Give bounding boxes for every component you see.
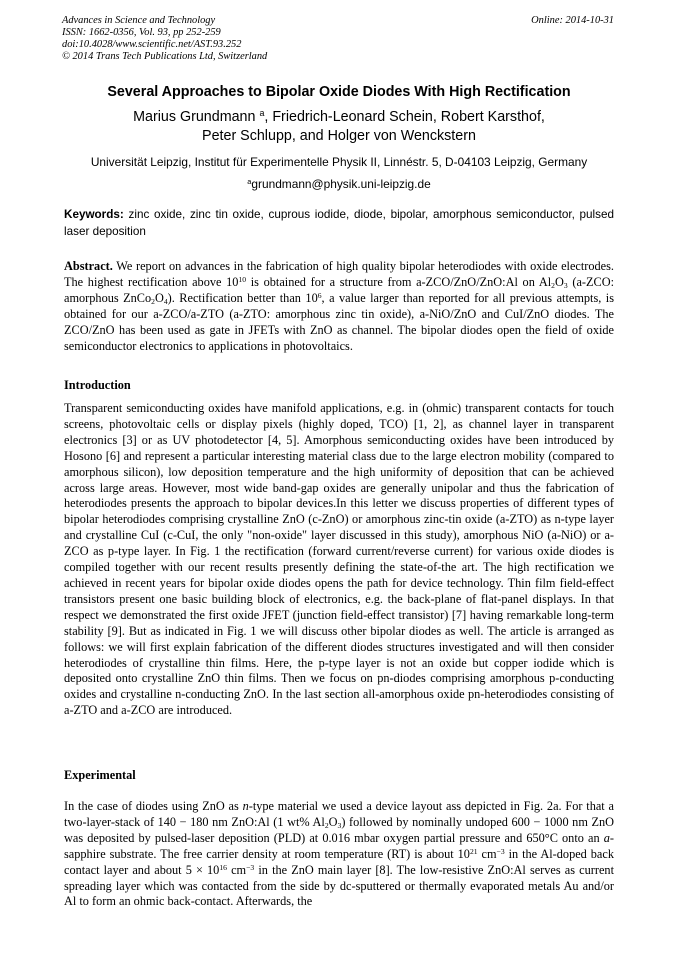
experimental-text: ) followed by nominally undoped 600 − 1000 nm ZnO was deposited by pulsed-laser deposition (PLD) at 0.016 mbar oxygen partial pressure and 650°C onto an [64, 814, 615, 845]
author-line-1 [40, 108, 638, 127]
online-date: Online: 2014-10-31 [531, 15, 614, 26]
exponent: 16 [219, 862, 227, 872]
affiliation: Universität Leipzig, Institut für Experimentelle Physik II, Linnéstr. 5, D-04103 Leipzig, Germany [90, 155, 588, 169]
keywords-text: zinc oxide, zinc tin oxide, cuprous iodide, diode, bipolar, amorphous semiconductor, pulsed laser deposition [64, 208, 614, 238]
experimental-text: cm [477, 846, 497, 861]
experimental-paragraph [64, 799, 614, 910]
experimental-text: In the case of diodes using ZnO as [64, 799, 243, 813]
exponent: 21 [469, 846, 478, 856]
section-heading-introduction: Introduction [64, 378, 131, 392]
experimental-text: O [328, 814, 338, 829]
abstract-text: (a-ZCO: amorphous ZnCo [64, 274, 615, 305]
author-list [40, 108, 638, 146]
issn-line: ISSN: 1662-0356, Vol. 93, pp 252-259 [62, 27, 221, 38]
experimental-text: -sapphire substrate. The free carrier density at room temperature (RT) is about 10 [64, 830, 614, 861]
subscript: 2 [151, 296, 155, 306]
abstract-text: O [554, 274, 564, 289]
copyright-line: © 2014 Trans Tech Publications Ltd, Switzerland [62, 51, 268, 62]
experimental-text: in the ZnO main layer [8]. The low-resistive ZnO:Al serves as current spreading layer which was contacted from the side by dc-sputtered or thermally evaporated metals Au and/or Al to form an ohmic back-contact. Afterwards, the [64, 862, 615, 909]
exponent: −3 [496, 846, 505, 856]
abstract-label: Abstract. [64, 259, 113, 273]
journal-name: Advances in Science and Technology [62, 15, 216, 26]
keywords-label: Keywords: [64, 208, 124, 221]
keywords [64, 206, 614, 240]
abstract-text: is obtained for a structure from a-ZCO/ZnO/ZnO:Al on Al [246, 274, 552, 289]
experimental-text: -type material we used a device layout ass depicted in Fig. 2a. For that a two-layer-stack of 140 − 180 nm ZnO:Al (1 wt% Al [64, 799, 614, 829]
email-line [30, 177, 648, 192]
experimental-text: in the Al-doped back contact layer and about 5 × 10 [64, 846, 614, 877]
author-text: Marius Grundmann [133, 109, 260, 125]
author-text: , Friedrich-Leonard Schein, Robert Karsthof, [264, 109, 545, 125]
author-affil-mark: a [259, 108, 265, 119]
doi-line: doi:10.4028/www.scientific.net/AST.93.252 [62, 39, 242, 50]
subscript: 2 [551, 280, 555, 290]
abstract-text: We report on advances in the fabrication of high quality bipolar heterodiodes with oxide electrodes. The highest rectification above [64, 259, 614, 289]
email-affil-mark: a [247, 176, 252, 186]
email-address: grundmann@physik.uni-leipzig.de [251, 177, 431, 191]
paper-title: Several Approaches to Bipolar Oxide Diodes With High Rectification [107, 84, 571, 100]
exponent-base: 10 [226, 274, 239, 289]
abstract-text: ). Rectification better than [167, 290, 306, 305]
abstract-paragraph [64, 259, 614, 354]
section-heading-experimental: Experimental [64, 768, 136, 782]
italic-symbol: n [242, 799, 249, 813]
subscript: 3 [563, 280, 568, 290]
introduction-paragraph: Transparent semiconducting oxides have manifold applications, e.g. in (ohmic) transparent contacts for touch screens, photovoltaic cells or display pixels (highly doped, TCO) [1, 2], as channel layer in transparent electronics [3] or as UV photodetector [4, 5]. Amorphous semiconducting oxides have been introduced by Hosono [6] and represent a particular interesting material class due to the large electron mobility (compared to amorphous silicon), low deposition temperature and the high uniformity of deposition that can be achieved across large areas. However, most wide band-gap oxides are generally unipolar and thus the fabrication of heterodiodes presents the approach to bipolar devices.In this letter we discuss properties of different types of bipolar heterodiodes comprising crystalline ZnO (c-ZnO) or amorphous zinc-tin oxide (a-ZTO) as n-type layer and crystalline CuI (c-CuI, the only "non-oxide" layer discussed in this study), amorphous NiO (a-NiO) or a-ZCO as p-type layer. In Fig. 1 the rectification (forward current/reverse current) for various oxide diodes is compiled together with our recent results presently defining the state-of-the art. The high rectification we achieved in recent years for bipolar oxide diodes opens the path for device technology. Thin film field-effect transistors present one basic building block of electronics, e.g. the back-plane of flat-panel displays. In that respect we demonstrated the first oxide JFET (junction field-effect transistor) [7] having remarkable long-term stability [9]. But as indicated in Fig. 1 we will discuss other bipolar diodes as well. The article is arranged as follows: we will first explain fabrication of the different diodes structures investigated and will then consider heterodiodes of crystalline thin films. Here, the p-type layer is not an oxide but copper iodide which is deposited onto crystalline ZnO thin films. Then we focus on pn-diodes comprising amorphous p-conducting oxides and crystalline n-conducting ZnO. In the last section all-amorphous oxide pn-heterodiodes consisting of a-ZTO and a-ZCO are introduced. [64, 401, 614, 718]
abstract-text: O [154, 290, 164, 305]
italic-symbol: a [603, 830, 610, 845]
journal-header [62, 15, 267, 63]
subscript: 4 [163, 296, 168, 306]
exponent-base: 10 [305, 290, 318, 305]
subscript: 2 [324, 820, 329, 830]
author-line-2: Peter Schlupp, and Holger von Wenckstern [202, 128, 476, 144]
exponent: 10 [238, 274, 247, 284]
subscript: 3 [337, 820, 342, 830]
exponent: −3 [246, 862, 255, 872]
abstract-text: , a value larger than reported for all previous attempts, is obtained for our a-ZCO/a-ZTO (a-ZTO: amorphous zinc tin oxide), a-NiO/ZnO and CuI/ZnO diodes. The ZCO/ZnO has been used as gate in JFETs with ZnO as channel. The bipolar diodes open the field of oxide semiconductor electronics to applications in photovoltaics. [64, 290, 614, 353]
experimental-text: cm [226, 862, 247, 877]
exponent: 6 [317, 290, 322, 300]
